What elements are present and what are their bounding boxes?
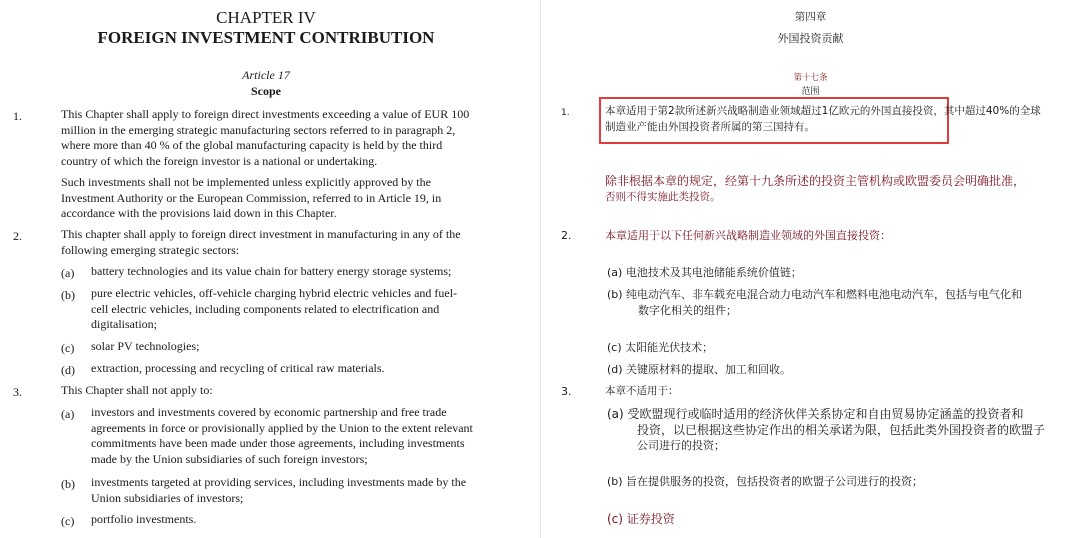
item-label: (b) [61, 288, 75, 302]
paragraph-number: 2. [13, 229, 22, 243]
text-line: investors and investments covered by economic partnership and free trade [91, 405, 447, 419]
list-item [607, 474, 923, 490]
chapter-heading: CHAPTER IV [216, 8, 316, 27]
article-heading: Article 17 [242, 68, 290, 82]
text-line: million in the emerging strategic manufacturing sectors referred to in paragraph 2, [61, 122, 456, 137]
text-line: 除非根据本章的规定，经第十九条所述的投资主管机构或欧盟委员会明确批准， [605, 174, 1026, 188]
text-line: This chapter shall apply to foreign direct investment in manufacturing in any of the [61, 227, 461, 241]
text-line: pure electric vehicles, off-vehicle charging hybrid electric vehicles and fuel- [91, 286, 458, 300]
text-line: 制造业产能由外国投资者所属的第三国持有。 [605, 121, 815, 133]
text-line: (c) 太阳能光伏技术； [607, 341, 714, 354]
chapter-title: 外国投资贡献 [777, 32, 844, 45]
text-line: extraction, processing and recycling of critical raw materials. [91, 361, 385, 375]
list-item [607, 340, 713, 356]
article-subtitle: 范围 [801, 87, 820, 97]
text-line: portfolio investments. [91, 512, 197, 526]
text-line: 本章不适用于： [605, 385, 679, 397]
text-line: (a) 电池技术及其电池储能系统价值链； [607, 266, 802, 279]
text-line: Such investments shall not be implemented unless explicitly approved by the [61, 175, 431, 189]
paragraph-number: 1. [13, 109, 22, 123]
text-line: investments targeted at providing services, including investments made by the [91, 475, 467, 489]
item-label: (b) [61, 477, 75, 491]
chapter-heading: 第四章 [794, 11, 827, 23]
text-line: This Chapter shall not apply to: [61, 383, 213, 397]
text-line: 公司进行的投资； [637, 439, 725, 452]
text-line: cell electric vehicles, including components related to electrification and [91, 301, 440, 316]
item-label: (d) [61, 363, 75, 377]
list-item [91, 512, 519, 528]
paragraph-number: 1. [561, 108, 570, 118]
paragraph-2 [605, 228, 891, 244]
item-label: (a) [61, 266, 75, 280]
paragraph-1 [605, 103, 1041, 135]
chapter-title: FOREIGN INVESTMENT CONTRIBUTION [97, 28, 435, 47]
list-item [607, 362, 791, 378]
text-line: 投资，以已根据这些协定作出的相关承诺为限，包括此类外国投资者的欧盟子 [637, 423, 1046, 437]
article-subtitle: Scope [251, 84, 281, 98]
text-line: country of which the foreign investor is a national or undertaking. [61, 153, 378, 168]
paragraph-1b [61, 175, 519, 222]
text-line: made by the Union subsidiaries of such foreign investors; [91, 451, 368, 466]
list-item [91, 339, 519, 355]
text-line: solar PV technologies; [91, 339, 200, 353]
paragraph-number: 3. [13, 385, 22, 399]
text-line: digitalisation; [91, 317, 157, 331]
text-line: (b) 纯电动汽车、非车载充电混合动力电动汽车和燃料电池电动汽车，包括与电气化和 [607, 288, 1023, 301]
paragraph-1 [61, 107, 519, 169]
list-item [607, 511, 675, 527]
chinese-page [541, 0, 1080, 538]
list-item [607, 265, 802, 281]
paragraph-1b [605, 173, 1025, 205]
item-label: (a) [61, 407, 75, 421]
text-line: battery technologies and its value chain for battery energy storage systems; [91, 264, 452, 278]
list-item [607, 287, 1022, 318]
text-line: agreements in force or provisionally applied by the Union to the extent relevant [91, 420, 473, 435]
text-line: accordance with the provisions laid down in this Chapter. [61, 206, 337, 220]
text-line: commitments have been made under those agreements, including investments [91, 436, 465, 450]
text-line: (a) 受欧盟现行或临时适用的经济伙伴关系协定和自由贸易协定涵盖的投资者和 [607, 407, 1024, 421]
paragraph-number: 3. [561, 385, 572, 398]
paragraph-number: 2. [561, 229, 572, 242]
text-line: (b) 旨在提供服务的投资，包括投资者的欧盟子公司进行的投资； [607, 475, 924, 488]
list-item [91, 361, 519, 377]
item-label: (c) [61, 341, 75, 355]
text-line: (d) 关键原材料的提取、加工和回收。 [607, 363, 792, 376]
paragraph-3 [605, 383, 679, 399]
paragraph-3 [61, 383, 519, 399]
list-item [91, 286, 519, 333]
text-line: 本章适用于以下任何新兴战略制造业领域的外国直接投资： [605, 229, 891, 242]
text-line: This Chapter shall apply to foreign direct investments exceeding a value of EUR 100 [61, 107, 470, 121]
list-item [91, 405, 519, 467]
text-line: Investment Authority or the European Commission, referred to in Article 19, in [61, 190, 442, 205]
list-item [607, 406, 1045, 454]
text-line: 数字化相关的组件； [638, 303, 737, 317]
text-line: (c) 证券投资 [607, 512, 675, 526]
item-label: (c) [61, 514, 75, 528]
list-item [91, 264, 519, 280]
text-line: Union subsidiaries of investors; [91, 490, 244, 505]
paragraph-2 [61, 227, 519, 258]
article-heading: 第十七条 [793, 73, 828, 83]
text-line: 否则不得实施此类投资。 [605, 191, 721, 203]
text-line: 本章适用于第2款所述新兴战略制造业领域超过1亿欧元的外国直接投资，其中超过40%的全球 [605, 105, 1041, 117]
text-line: following emerging strategic sectors: [61, 242, 240, 257]
text-line: where more than 40 % of the global manufacturing capacity is held by the third [61, 138, 443, 152]
list-item [91, 475, 519, 506]
